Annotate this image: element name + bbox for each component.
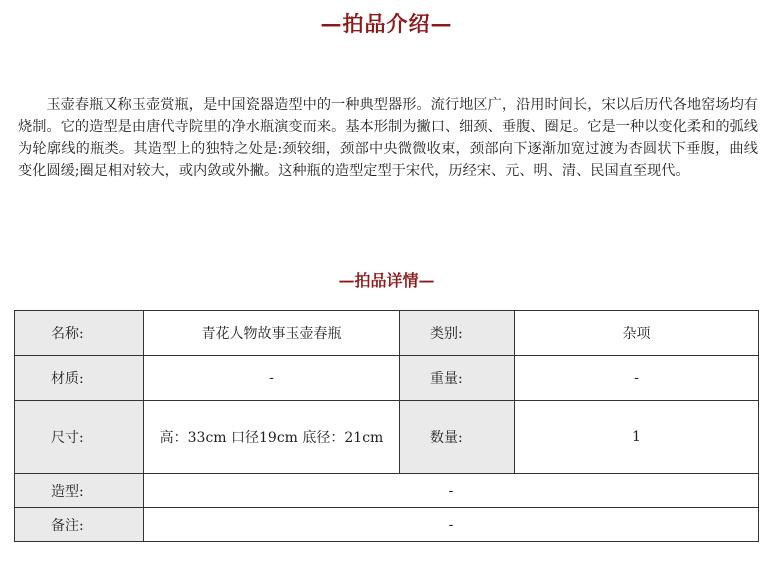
- detail-section-title: —拍品详情—: [338, 271, 435, 290]
- details-table: [14, 310, 759, 542]
- material-label: 材质:: [15, 356, 144, 401]
- table-row: [15, 311, 759, 356]
- name-value: 青花人物故事玉壶春瓶: [144, 311, 400, 356]
- name-label: 名称:: [15, 311, 144, 356]
- table-row: [15, 401, 759, 474]
- size-value: 高：33cm 口径19cm 底径：21cm: [144, 401, 400, 474]
- intro-paragraph: 玉壶春瓶又称玉壶赏瓶，是中国瓷器造型中的一种典型器形。流行地区广，沿用时间长，宋以后历代各地窑场均有烧制。它的造型是由唐代寺院里的净水瓶演变而来。基本形制为撇口、细颈、垂腹、圈足。它是一种以变化柔和的弧线为轮廓线的瓶类。其造型上的独特之处是:颈较细，颈部中央微微收束，颈部向下逐渐加宽过渡为杏圆状下垂腹，曲线变化圆缓;圈足相对较大，或内敛或外撇。这种瓶的造型定型于宋代，历经宋、元、明、清、民国直至现代。: [18, 97, 758, 179]
- table-row: [15, 356, 759, 401]
- quantity-label: 数量:: [400, 401, 515, 474]
- table-row: [15, 474, 759, 508]
- remark-label: 备注:: [15, 508, 144, 542]
- shape-value: -: [144, 474, 759, 508]
- material-value: -: [144, 356, 400, 401]
- size-label: 尺寸:: [15, 401, 144, 474]
- weight-label: 重量:: [400, 356, 515, 401]
- weight-value: -: [515, 356, 759, 401]
- intro-section-title: —拍品介绍—: [320, 11, 453, 36]
- table-row: [15, 508, 759, 542]
- remark-value: -: [144, 508, 759, 542]
- shape-label: 造型:: [15, 474, 144, 508]
- quantity-value: 1: [515, 401, 759, 474]
- category-label: 类别:: [400, 311, 515, 356]
- category-value: 杂项: [515, 311, 759, 356]
